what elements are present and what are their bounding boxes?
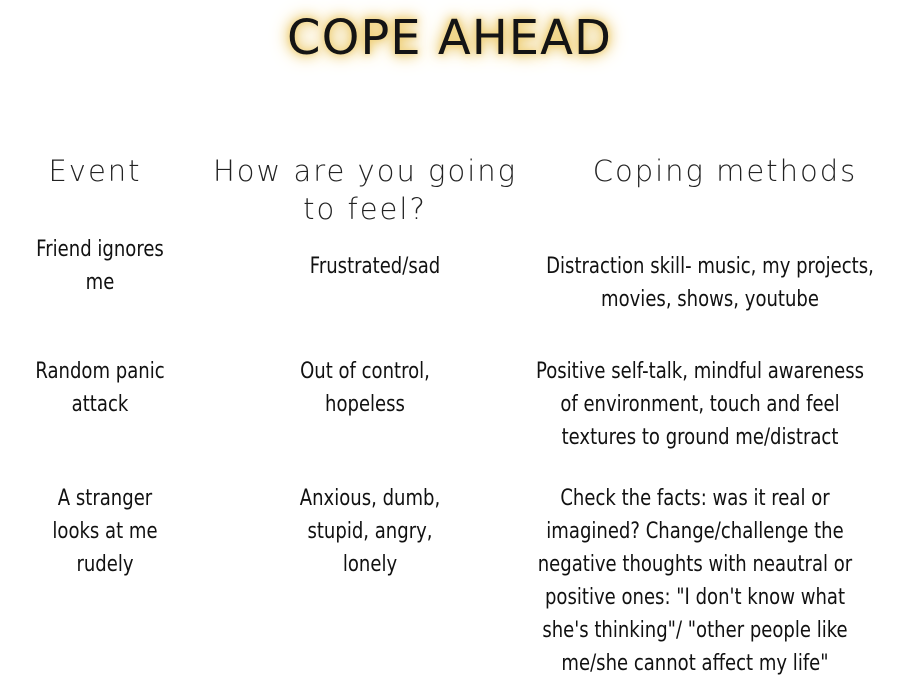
row-1-feel: Frustrated/sad bbox=[309, 254, 441, 279]
row-2-feel: Out of control, hopeless bbox=[300, 359, 430, 417]
row-3-event: A stranger looks at me rudely bbox=[52, 486, 158, 577]
header-event: Event bbox=[48, 154, 142, 188]
row-2-coping: Positive self-talk, mindful awareness of environment, touch and feel textures to ground me/distract bbox=[535, 359, 865, 450]
header-coping: Coping methods bbox=[592, 154, 858, 188]
header-feel: How are you going to feel? bbox=[212, 154, 518, 226]
row-3-coping: Check the facts: was it real or imagined? Change/challenge the negative thoughts with neautral or positive ones: "I don't know what she's thinking"/ "other people like me/she cannot affect my life" bbox=[537, 486, 853, 676]
row-1-coping: Distraction skill- music, my projects, movies, shows, youtube bbox=[546, 254, 874, 312]
row-2-event: Random panic attack bbox=[35, 359, 165, 417]
row-1-event: Friend ignores me bbox=[36, 237, 164, 295]
row-3-feel: Anxious, dumb, stupid, angry, lonely bbox=[299, 486, 441, 577]
page-title: COPE AHEAD bbox=[287, 10, 612, 66]
